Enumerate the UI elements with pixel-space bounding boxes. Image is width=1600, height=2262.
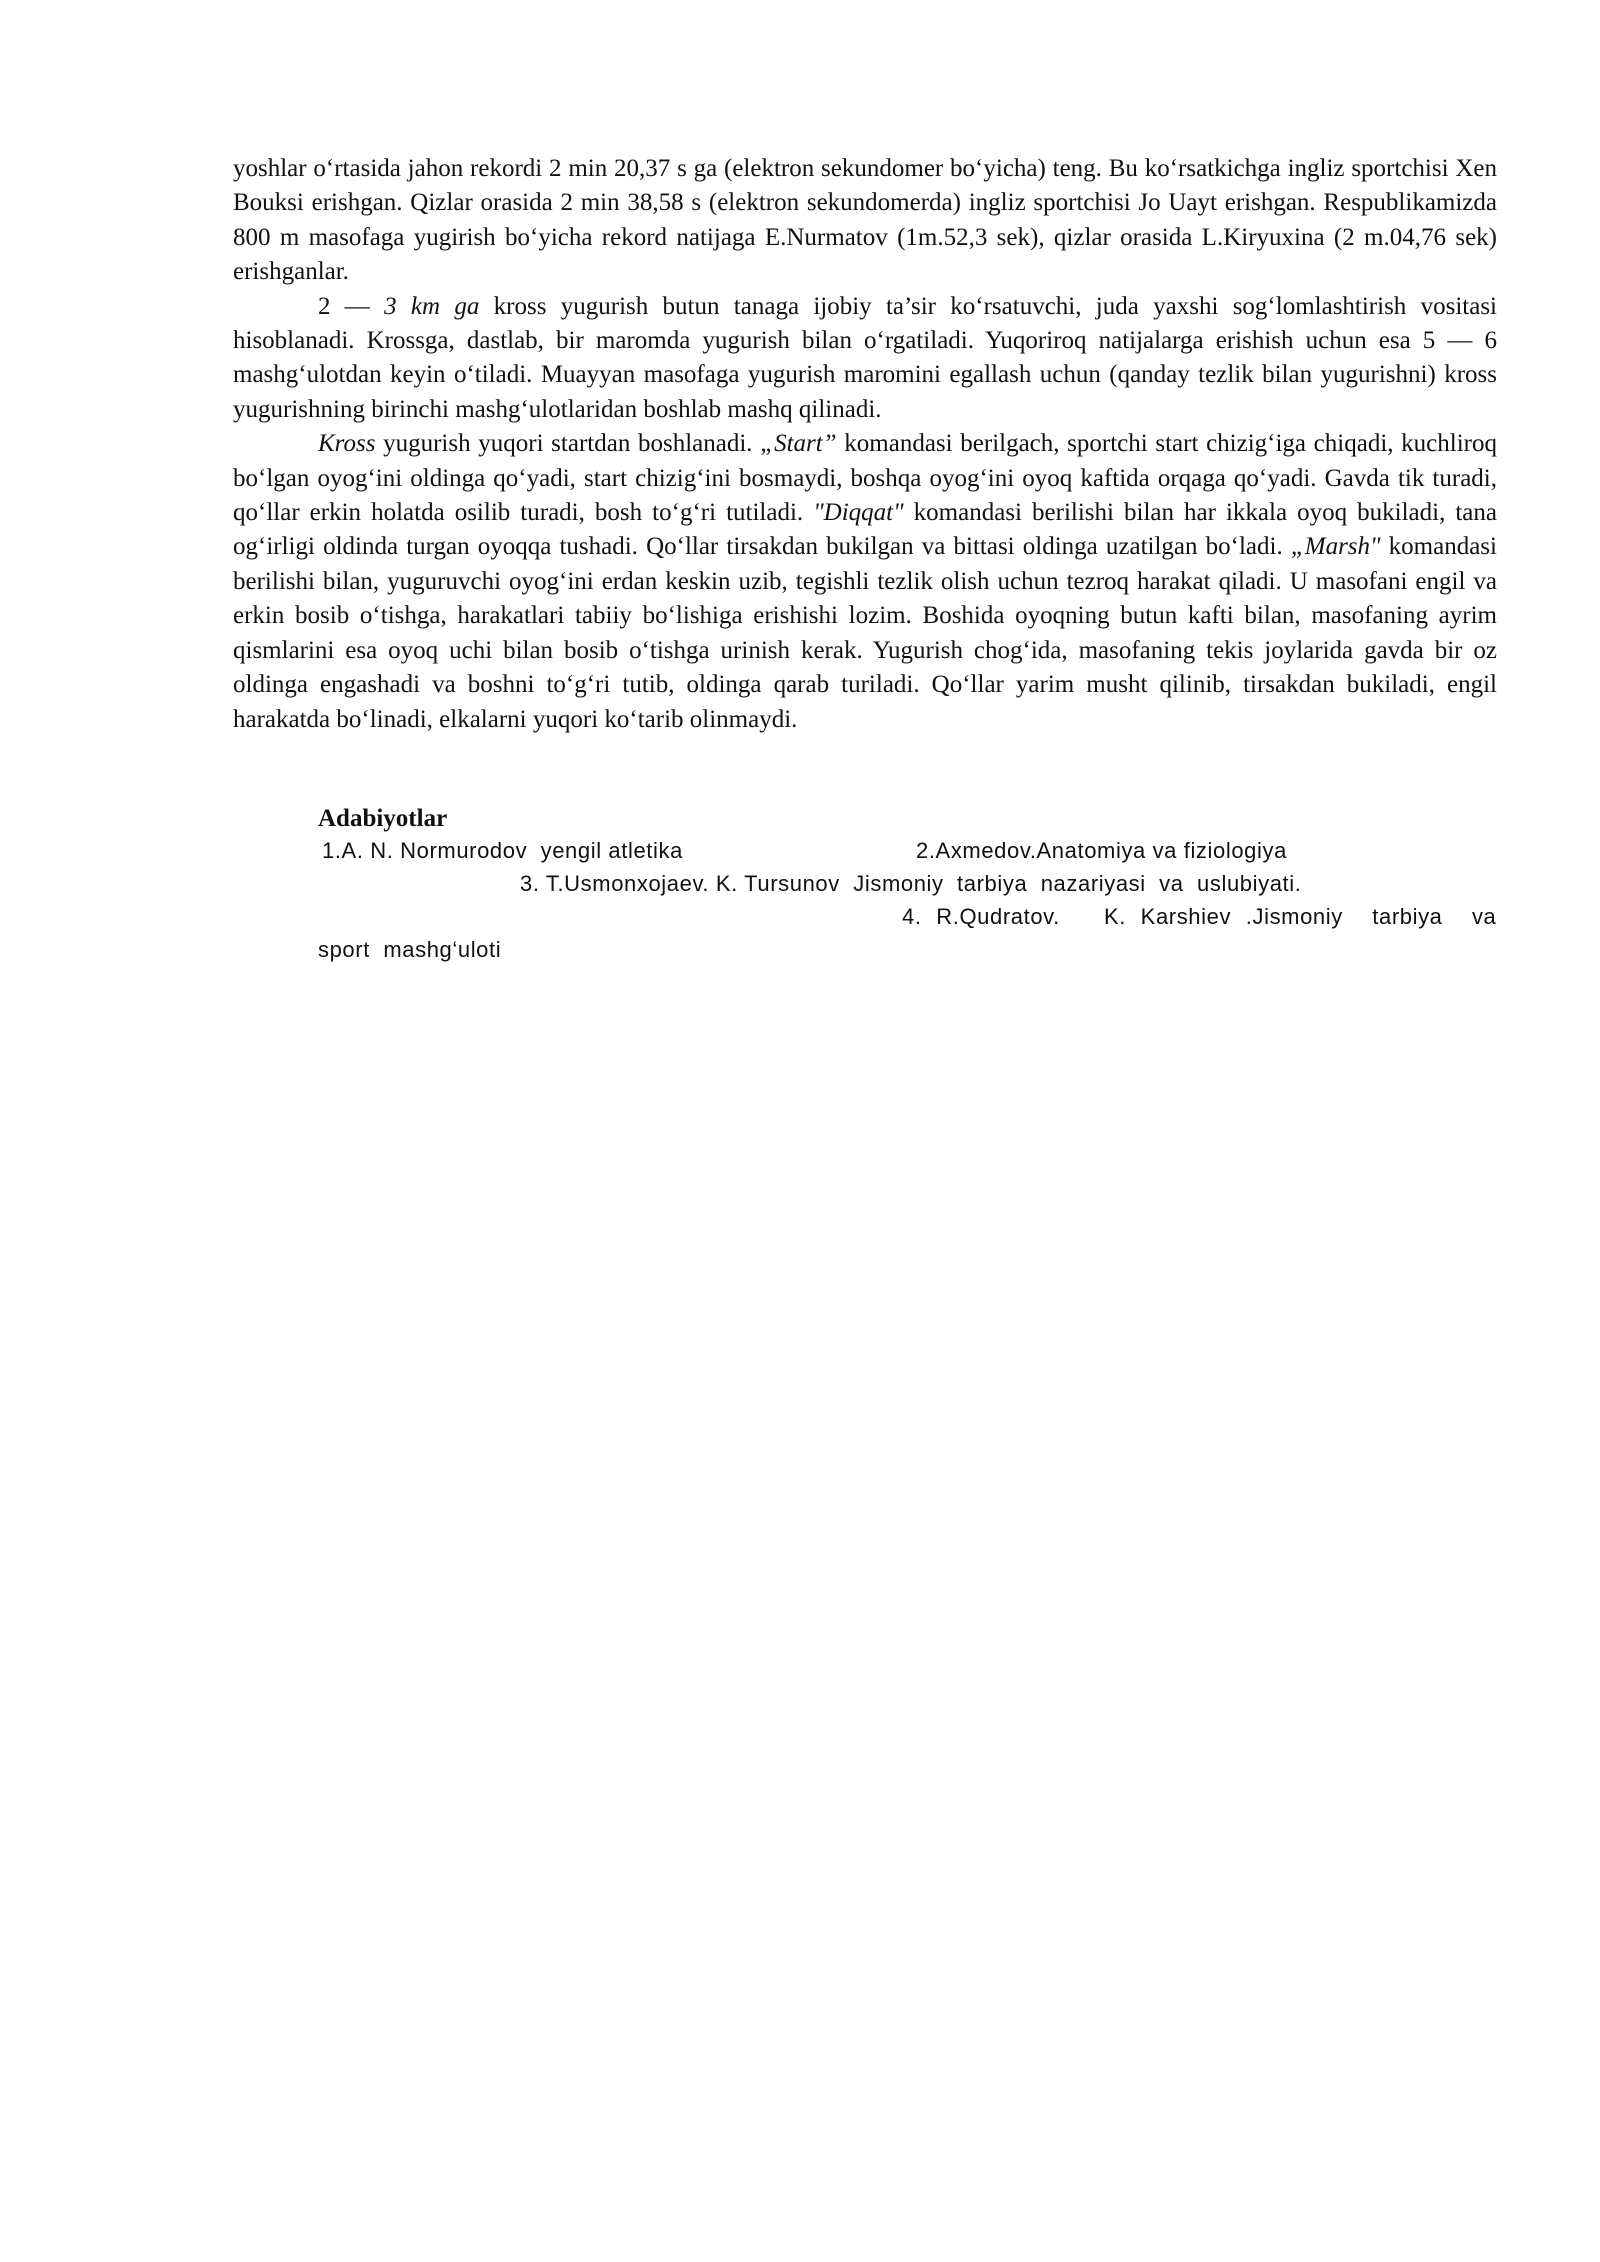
references-heading: Adabiyotlar <box>318 805 448 832</box>
reference-item-3: 3. T.Usmonxojaev. K. Tursunov Jismoniy tarbiya nazariyasi va uslubiyati. <box>520 871 1302 896</box>
reference-item-1: 1.A. N. Normurodov yengil atletika <box>322 838 683 863</box>
paragraph-3-part-d: komandasi berilishi bilan, yuguruvchi oyog‘ini erdan keskin uzib, tegishli tezlik olish uchun tezroq harakat qiladi. U masofani engil va erkin bosib o‘tishga, harakatlari tabiiy bo‘lishiga erishishi lozim. Boshida oyoqning butun kafti bilan, masofaning ayrim qismlarini esa oyoq uchi bilan bosib o‘tishga urinish kerak. Yugurish chog‘ida, masofaning tekis joylarida gavda bir oz oldinga engashadi va boshni to‘g‘ri tutib, oldinga qarab turiladi. Qo‘llar yarim musht qilinib, tirsakdan bukiladi, engil harakatda bo‘linadi, elkalarni yuqori ko‘tarib olinmaydi. <box>233 533 1497 733</box>
paragraph-cross-country-intro <box>233 290 1497 428</box>
paragraph-3-part-b: komandasi berilgach, sportchi start chizig‘iga chiqadi, kuchliroq bo‘lgan oyog‘ini oldinga qo‘yadi, start chizig‘ini bosmaydi, boshqa oyog‘ini oyoq kaftida orqaga qo‘yadi. Gavda tik turadi, qo‘llar erkin holatda osilib turadi, bosh to‘g‘ri tutiladi. <box>233 430 1497 527</box>
paragraph-3-part-a: yugurish yuqori startdan boshlanadi. <box>375 430 761 458</box>
paragraph-800m-records: yoshlar o‘rtasida jahon rekordi 2 min 20,37 s ga (elektron sekundomer bo‘yicha) teng. Bu ko‘rsatkichga ingliz sportchisi Xen Bouksi erishgan. Qizlar orasida 2 min 38,58 s (elektron sekundomerda) ingliz sportchisi Jo Uayt erishgan. Respublikamizda 800 m masofaga yugirish bo‘yicha rekord natijaga E.Nurmatov (1m.52,3 sek), qizlar orasida L.Kiryuxina (2 m.04,76 sek) erishganlar. <box>233 155 1497 286</box>
reference-item-4: 4. R.Qudratov. K. Karshiev .Jismoniy tarbiya va <box>902 904 1497 929</box>
diqqat-command-italic: "Diqqat" <box>813 499 904 527</box>
paragraph-2-lead: 2 — <box>318 292 385 320</box>
paragraph-3-part-c: komandasi berilishi bilan har ikkala oyoq bukiladi, tana og‘irligi oldinda turgan oyoqqa tushadi. Qo‘llar tirsakdan bukilgan va bittasi oldinga uzatilgan bo‘ladi. <box>233 499 1497 561</box>
body-text <box>233 152 1497 737</box>
paragraph-2-body: kross yugurish butun tanaga ijobiy ta’sir ko‘rsatuvchi, juda yaxshi sog‘lomlashtirish vositasi hisoblanadi. Krossga, dastlab, bir maromda yugurish bilan o‘rgatiladi. Yuqoriroq natijalarga erishish uchun esa 5 — 6 mashg‘ulotdan keyin o‘tiladi. Muayyan masofaga yugurish maromini egallash uchun (qanday tezlik bilan yugurishni) kross yugurishning birinchi mashg‘ulotlaridan boshlab mashq qilinadi. <box>233 292 1498 423</box>
paragraph-cross-start-technique <box>233 427 1497 737</box>
start-command-italic: „Start” <box>760 430 837 458</box>
marsh-command-italic: „Marsh" <box>1290 533 1381 561</box>
kross-italic: Kross <box>318 430 376 458</box>
reference-item-4-continuation: sport mashg‘uloti <box>318 937 502 962</box>
reference-item-2: 2.Axmedov.Anatomiya va fiziologiya <box>916 838 1287 863</box>
distance-3km-italic: 3 km ga <box>384 292 480 320</box>
